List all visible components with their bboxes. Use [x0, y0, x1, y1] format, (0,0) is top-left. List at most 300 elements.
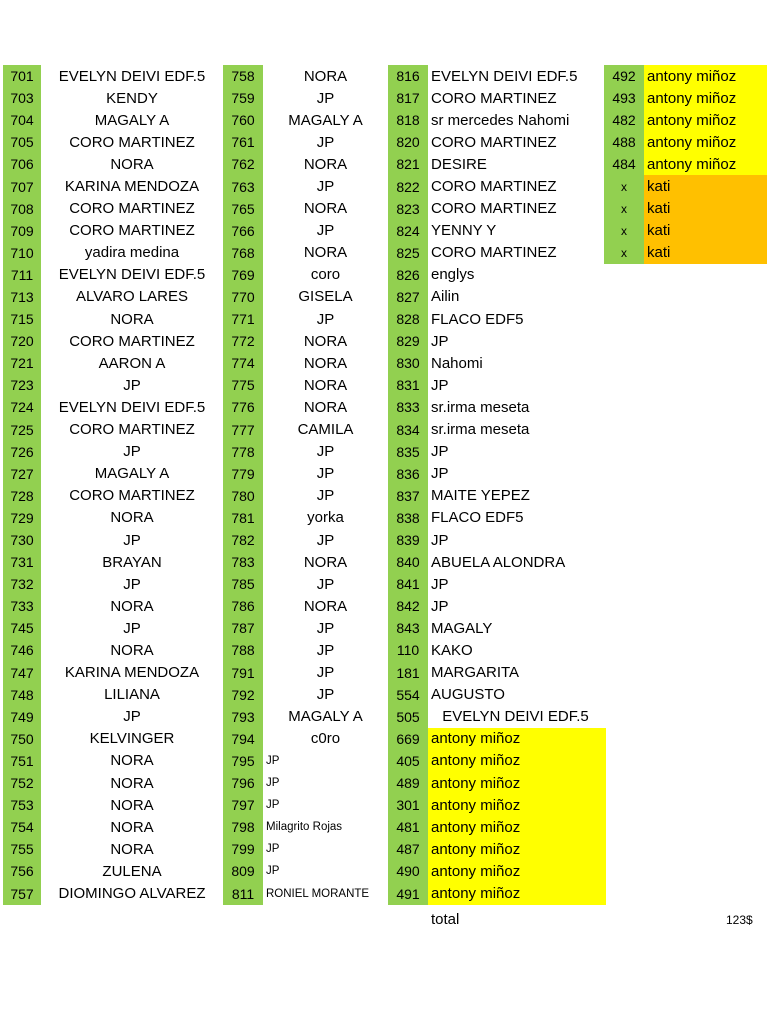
- row-name: Milagrito Rojas: [266, 821, 343, 834]
- row-number: 820: [388, 131, 428, 153]
- row-number: 755: [3, 838, 41, 860]
- row-name: NORA: [110, 752, 154, 770]
- row-name: KAKO: [431, 641, 473, 659]
- table-row: [3, 109, 223, 131]
- table-row: [388, 728, 606, 750]
- table-row: [223, 662, 391, 684]
- column-2: [223, 65, 391, 905]
- table-row: [223, 750, 391, 772]
- table-row: [3, 65, 223, 87]
- table-row: [388, 551, 606, 573]
- row-name: kati: [644, 175, 767, 197]
- row-number: 786: [223, 595, 263, 617]
- row-number: 782: [223, 529, 263, 551]
- row-number: 780: [223, 485, 263, 507]
- row-name: antony miñoz: [428, 772, 606, 794]
- row-name: CORO MARTINEZ: [431, 244, 557, 262]
- row-name: CAMILA: [297, 421, 354, 439]
- row-name: NORA: [110, 509, 154, 527]
- table-row: [223, 529, 391, 551]
- table-row: [223, 507, 391, 529]
- table-row: [388, 330, 606, 352]
- row-number: 721: [3, 352, 41, 374]
- table-row: [3, 485, 223, 507]
- row-name: JP: [431, 332, 449, 350]
- table-row: [223, 838, 391, 860]
- row-number: 797: [223, 794, 263, 816]
- table-row: [223, 441, 391, 463]
- row-name: antony miñoz: [644, 153, 767, 175]
- row-number: 706: [3, 153, 41, 175]
- table-row: [3, 374, 223, 396]
- row-name: CORO MARTINEZ: [69, 222, 195, 240]
- row-number: 769: [223, 264, 263, 286]
- row-number: 493: [604, 87, 644, 109]
- row-number: 758: [223, 65, 263, 87]
- row-name: JP: [123, 575, 141, 593]
- row-name: FLACO EDF5: [431, 509, 524, 527]
- row-number: 707: [3, 175, 41, 197]
- row-name: NORA: [110, 597, 154, 615]
- row-name: JP: [316, 619, 335, 637]
- row-name: LILIANA: [104, 686, 160, 704]
- row-number: 733: [3, 595, 41, 617]
- table-row: [223, 728, 391, 750]
- row-name: CORO MARTINEZ: [69, 421, 195, 439]
- row-number: 726: [3, 441, 41, 463]
- row-number: 826: [388, 264, 428, 286]
- row-name: antony miñoz: [644, 131, 767, 153]
- row-name: JP: [123, 708, 141, 726]
- row-number: 840: [388, 551, 428, 573]
- table-row: [223, 551, 391, 573]
- row-number: 488: [604, 131, 644, 153]
- row-number: 822: [388, 175, 428, 197]
- row-name: JP: [316, 487, 335, 505]
- row-name: BRAYAN: [102, 553, 162, 571]
- row-name: antony miñoz: [428, 794, 606, 816]
- table-row: [388, 529, 606, 551]
- table-row: [604, 65, 767, 87]
- table-row: [388, 87, 606, 109]
- row-number: 711: [3, 264, 41, 286]
- table-row: [388, 396, 606, 418]
- row-number: 731: [3, 551, 41, 573]
- column-3: [388, 65, 606, 905]
- table-row: [388, 198, 606, 220]
- table-row: [388, 65, 606, 87]
- row-name: DIOMINGO ALVAREZ: [58, 885, 206, 903]
- row-name: CORO MARTINEZ: [431, 89, 557, 107]
- row-number: 835: [388, 441, 428, 463]
- row-number: 713: [3, 286, 41, 308]
- table-row: [388, 463, 606, 485]
- row-name: CORO MARTINEZ: [69, 332, 195, 350]
- row-number: 727: [3, 463, 41, 485]
- table-row: [223, 175, 391, 197]
- table-row: [388, 617, 606, 639]
- row-number: 110: [388, 639, 428, 661]
- row-number: 759: [223, 87, 263, 109]
- row-name: EVELYN DEIVI EDF.5: [58, 67, 206, 85]
- row-number: 489: [388, 772, 428, 794]
- row-number: 760: [223, 109, 263, 131]
- row-name: YENNY Y: [431, 222, 497, 240]
- row-number: 505: [388, 706, 428, 728]
- table-row: [3, 529, 223, 551]
- table-row: [388, 419, 606, 441]
- row-name: NORA: [303, 332, 348, 350]
- row-name: JP: [431, 575, 449, 593]
- row-number: 732: [3, 573, 41, 595]
- row-number: x: [604, 220, 644, 242]
- row-name: MAGALY A: [94, 465, 170, 483]
- row-number: 791: [223, 662, 263, 684]
- row-number: 837: [388, 485, 428, 507]
- row-number: 818: [388, 109, 428, 131]
- row-name: EVELYN DEIVI EDF.5: [442, 708, 589, 726]
- table-row: [3, 728, 223, 750]
- table-row: [3, 816, 223, 838]
- row-number: 834: [388, 419, 428, 441]
- row-name: Nahomi: [431, 354, 483, 372]
- row-number: 823: [388, 198, 428, 220]
- table-row: [3, 662, 223, 684]
- row-name: EVELYN DEIVI EDF.5: [58, 266, 206, 284]
- row-name: antony miñoz: [428, 838, 606, 860]
- row-name: JP: [316, 443, 335, 461]
- row-name: JP: [431, 376, 449, 394]
- row-number: 763: [223, 175, 263, 197]
- row-name: NORA: [110, 310, 154, 328]
- row-name: KELVINGER: [89, 730, 175, 748]
- row-name: antony miñoz: [644, 109, 767, 131]
- row-number: 811: [223, 882, 263, 904]
- row-number: 777: [223, 419, 263, 441]
- table-row: [388, 109, 606, 131]
- row-number: 725: [3, 419, 41, 441]
- row-number: 779: [223, 463, 263, 485]
- row-name: AARON A: [98, 354, 166, 372]
- table-row: [223, 352, 391, 374]
- row-name: NORA: [303, 553, 348, 571]
- table-row: [223, 772, 391, 794]
- row-name: JP: [431, 443, 449, 461]
- table-row: [3, 617, 223, 639]
- table-row: [3, 595, 223, 617]
- table-row: [223, 65, 391, 87]
- row-number: 729: [3, 507, 41, 529]
- row-number: 841: [388, 573, 428, 595]
- row-number: 554: [388, 684, 428, 706]
- table-row: [3, 198, 223, 220]
- table-row: [223, 330, 391, 352]
- table-row: [388, 794, 606, 816]
- table-row: [388, 816, 606, 838]
- table-row: [223, 573, 391, 595]
- row-number: 817: [388, 87, 428, 109]
- table-row: [3, 772, 223, 794]
- table-row: [388, 352, 606, 374]
- row-number: 775: [223, 374, 263, 396]
- row-name: JP: [123, 619, 141, 637]
- row-name: englys: [431, 266, 475, 284]
- table-row: [3, 87, 223, 109]
- row-number: 703: [3, 87, 41, 109]
- row-number: 794: [223, 728, 263, 750]
- row-name: KARINA MENDOZA: [64, 664, 200, 682]
- row-name: JP: [431, 531, 449, 549]
- table-row: [223, 882, 391, 904]
- row-number: 748: [3, 684, 41, 706]
- row-name: antony miñoz: [428, 860, 606, 882]
- row-name: MAITE YEPEZ: [431, 487, 530, 505]
- row-name: KENDY: [106, 89, 158, 107]
- row-name: AUGUSTO: [431, 686, 505, 704]
- table-row: [604, 109, 767, 131]
- table-row: [3, 794, 223, 816]
- table-row: [3, 860, 223, 882]
- table-row: [3, 573, 223, 595]
- row-name: DESIRE: [431, 155, 487, 173]
- table-row: [3, 706, 223, 728]
- row-name: JP: [123, 443, 141, 461]
- column-4: [604, 65, 767, 264]
- row-number: 809: [223, 860, 263, 882]
- table-row: [388, 308, 606, 330]
- row-name: sr.irma meseta: [431, 398, 530, 416]
- table-row: [388, 573, 606, 595]
- row-name: NORA: [303, 67, 348, 85]
- row-number: 838: [388, 507, 428, 529]
- table-row: [3, 330, 223, 352]
- row-number: 482: [604, 109, 644, 131]
- table-row: [223, 87, 391, 109]
- row-number: 752: [3, 772, 41, 794]
- row-name: JP: [316, 89, 335, 107]
- table-row: [388, 286, 606, 308]
- row-number: 766: [223, 220, 263, 242]
- row-number: 728: [3, 485, 41, 507]
- row-number: 745: [3, 617, 41, 639]
- row-number: 785: [223, 573, 263, 595]
- row-number: 833: [388, 396, 428, 418]
- table-row: [388, 507, 606, 529]
- table-row: [388, 374, 606, 396]
- table-row: [3, 639, 223, 661]
- row-name: JP: [316, 641, 335, 659]
- row-number: 754: [3, 816, 41, 838]
- table-row: [604, 131, 767, 153]
- row-name: antony miñoz: [428, 728, 606, 750]
- row-name: MAGALY: [431, 619, 493, 637]
- table-row: [223, 794, 391, 816]
- table-row: [3, 286, 223, 308]
- row-name: EVELYN DEIVI EDF.5: [431, 67, 578, 85]
- row-number: 701: [3, 65, 41, 87]
- row-name: CORO MARTINEZ: [69, 487, 195, 505]
- table-row: [223, 595, 391, 617]
- row-name: MARGARITA: [431, 664, 520, 682]
- row-number: 765: [223, 198, 263, 220]
- row-name: JP: [316, 531, 335, 549]
- row-number: 825: [388, 242, 428, 264]
- row-number: 751: [3, 750, 41, 772]
- row-number: 788: [223, 639, 263, 661]
- row-number: 746: [3, 639, 41, 661]
- row-number: 821: [388, 153, 428, 175]
- row-number: x: [604, 242, 644, 264]
- row-name: NORA: [303, 597, 348, 615]
- table-row: [3, 175, 223, 197]
- row-number: 828: [388, 308, 428, 330]
- table-row: [3, 882, 223, 904]
- row-name: ABUELA ALONDRA: [431, 553, 566, 571]
- table-row: [223, 308, 391, 330]
- table-row: [388, 838, 606, 860]
- row-number: 781: [223, 507, 263, 529]
- row-number: 710: [3, 242, 41, 264]
- row-number: 787: [223, 617, 263, 639]
- row-name: CORO MARTINEZ: [431, 133, 557, 151]
- row-name: MAGALY A: [288, 111, 363, 129]
- row-name: NORA: [303, 376, 348, 394]
- row-name: JP: [316, 178, 335, 196]
- row-name: sr mercedes Nahomi: [431, 111, 570, 129]
- row-name: GISELA: [298, 288, 353, 306]
- table-row: [604, 220, 767, 242]
- row-number: 798: [223, 816, 263, 838]
- row-name: kati: [644, 220, 767, 242]
- row-name: RONIEL MORANTE: [266, 887, 370, 900]
- table-row: [223, 860, 391, 882]
- row-name: NORA: [110, 641, 154, 659]
- table-row: [3, 153, 223, 175]
- row-name: JP: [316, 465, 335, 483]
- row-number: 753: [3, 794, 41, 816]
- row-name: NORA: [303, 354, 348, 372]
- row-number: 824: [388, 220, 428, 242]
- row-name: NORA: [303, 244, 348, 262]
- row-number: 723: [3, 374, 41, 396]
- table-row: [223, 684, 391, 706]
- row-name: JP: [266, 754, 280, 767]
- row-number: 771: [223, 308, 263, 330]
- row-name: JP: [431, 465, 449, 483]
- table-row: [3, 441, 223, 463]
- table-row: [388, 639, 606, 661]
- row-number: 301: [388, 794, 428, 816]
- table-row: [3, 419, 223, 441]
- table-row: [223, 242, 391, 264]
- row-name: JP: [123, 376, 141, 394]
- row-number: 772: [223, 330, 263, 352]
- row-number: 831: [388, 374, 428, 396]
- table-row: [388, 684, 606, 706]
- row-number: 492: [604, 65, 644, 87]
- row-number: 792: [223, 684, 263, 706]
- row-number: 749: [3, 706, 41, 728]
- total-label: total: [431, 911, 460, 928]
- row-number: 827: [388, 286, 428, 308]
- row-number: 761: [223, 131, 263, 153]
- table-row: [3, 308, 223, 330]
- row-name: Ailin: [431, 288, 460, 306]
- row-number: 762: [223, 153, 263, 175]
- table-row: [3, 396, 223, 418]
- row-name: yorka: [307, 509, 344, 527]
- table-row: [388, 441, 606, 463]
- table-row: [604, 87, 767, 109]
- table-row: [388, 882, 606, 904]
- row-number: 708: [3, 198, 41, 220]
- row-name: JP: [431, 597, 449, 615]
- row-number: 730: [3, 529, 41, 551]
- table-row: [223, 706, 391, 728]
- row-name: JP: [316, 664, 335, 682]
- table-row: [223, 463, 391, 485]
- table-row: [223, 374, 391, 396]
- table-row: [223, 286, 391, 308]
- table-row: [223, 485, 391, 507]
- table-row: [3, 551, 223, 573]
- row-number: 795: [223, 750, 263, 772]
- table-row: [3, 242, 223, 264]
- row-number: 490: [388, 860, 428, 882]
- row-number: 405: [388, 750, 428, 772]
- table-row: [388, 153, 606, 175]
- table-row: [388, 772, 606, 794]
- row-number: 487: [388, 838, 428, 860]
- row-name: coro: [310, 266, 341, 284]
- row-name: NORA: [110, 840, 154, 858]
- row-name: yadira medina: [84, 244, 180, 262]
- row-name: CORO MARTINEZ: [431, 178, 557, 196]
- row-number: 704: [3, 109, 41, 131]
- table-row: [223, 153, 391, 175]
- row-name: JP: [266, 777, 280, 790]
- row-number: 843: [388, 617, 428, 639]
- table-row: [3, 684, 223, 706]
- row-number: 768: [223, 242, 263, 264]
- row-name: antony miñoz: [644, 65, 767, 87]
- row-name: JP: [316, 222, 335, 240]
- table-row: [223, 198, 391, 220]
- row-number: 836: [388, 463, 428, 485]
- table-row: [223, 639, 391, 661]
- row-name: JP: [266, 799, 280, 812]
- table-row: [388, 220, 606, 242]
- row-name: ALVARO LARES: [76, 288, 188, 306]
- row-number: 770: [223, 286, 263, 308]
- table-row: [3, 507, 223, 529]
- table-row: [223, 419, 391, 441]
- row-name: kati: [644, 198, 767, 220]
- table-row: [223, 617, 391, 639]
- row-name: sr.irma meseta: [431, 421, 530, 439]
- row-name: FLACO EDF5: [431, 310, 524, 328]
- row-number: 816: [388, 65, 428, 87]
- table-row: [388, 264, 606, 286]
- row-name: CORO MARTINEZ: [69, 133, 195, 151]
- table-row: [604, 198, 767, 220]
- row-number: 481: [388, 816, 428, 838]
- table-row: [3, 463, 223, 485]
- row-number: 750: [3, 728, 41, 750]
- row-number: 669: [388, 728, 428, 750]
- total-value: 123$: [726, 913, 753, 927]
- column-1: [3, 65, 223, 905]
